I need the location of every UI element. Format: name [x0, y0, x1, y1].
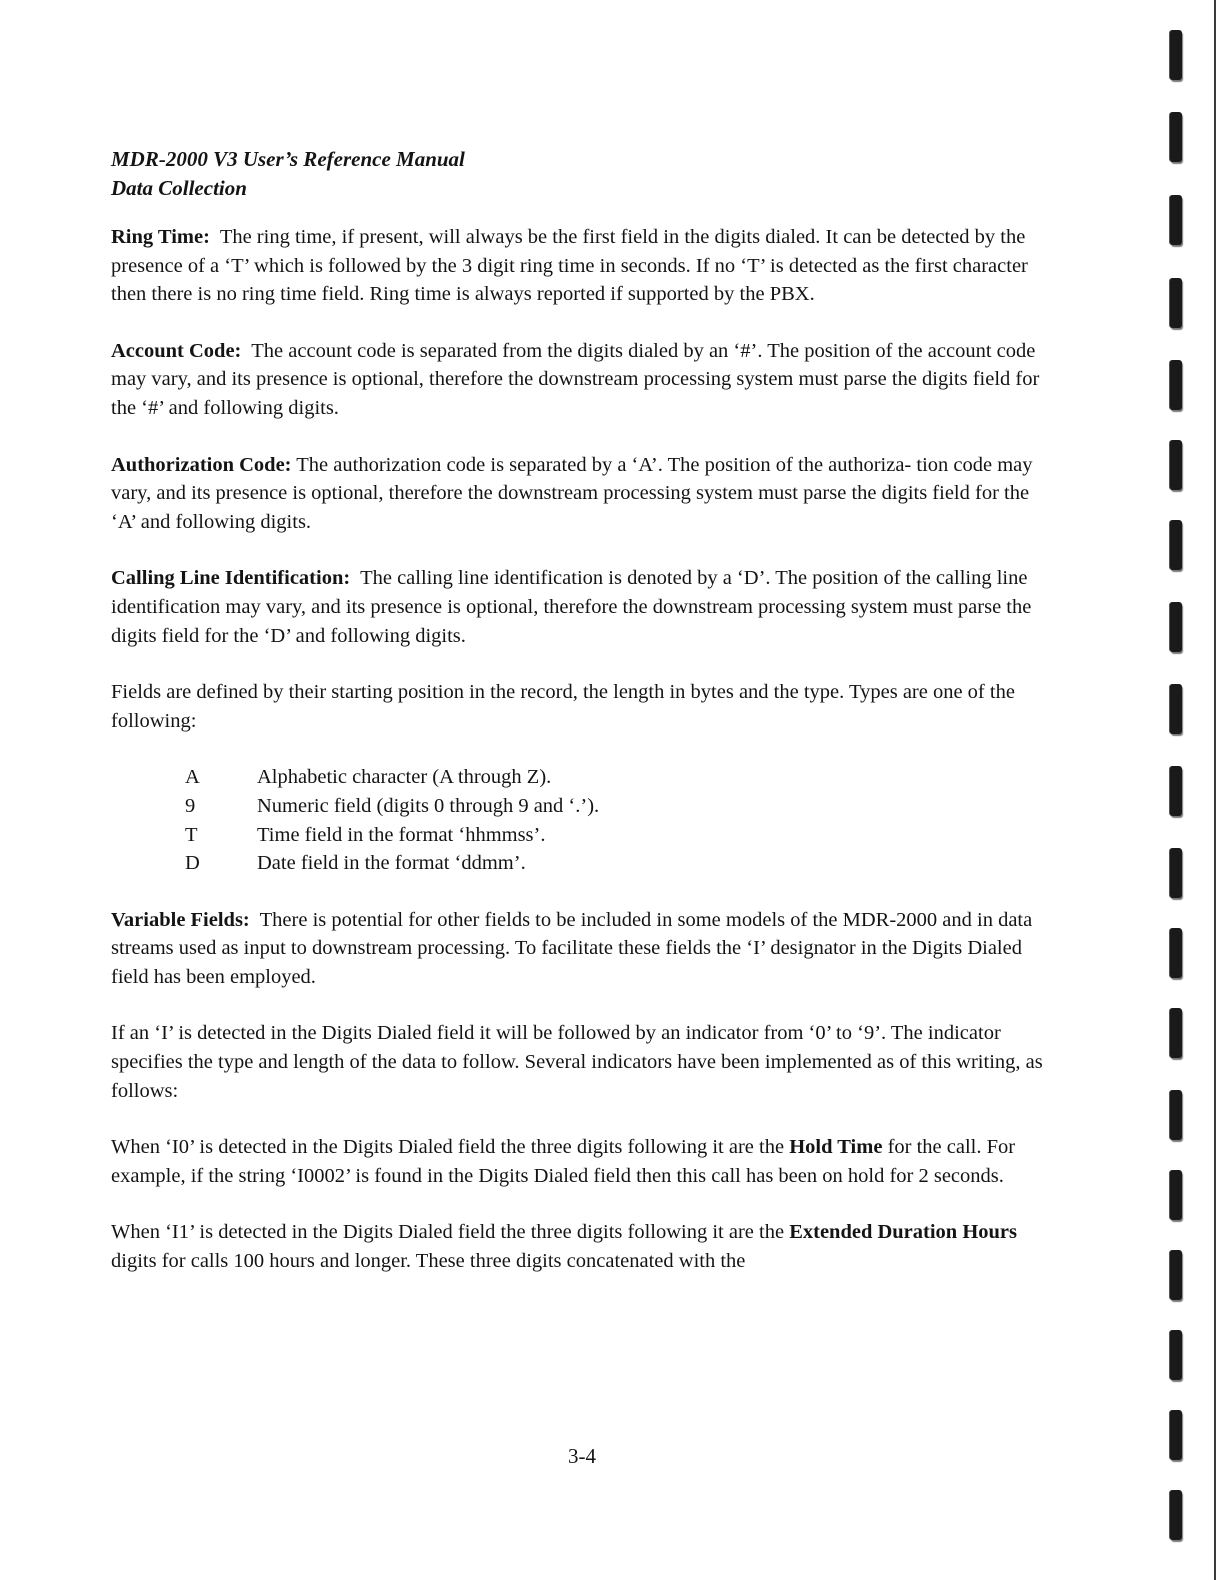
page-content [111, 145, 1056, 1304]
account-code-body: The account code is separated from the digits dialed by an ‘#’. The position of the account code may vary, and its presence is optional, therefore the downstream processing system must parse the digits field for the ‘#’ and following digits. [111, 339, 1040, 419]
page-edge-line [1214, 0, 1216, 1580]
hold-time-text-after: for the call. For example, if the string ‘I0002’ is found in the Digits Dialed field then this call has been on hold for 2 seconds. [111, 1136, 1016, 1187]
calling-line-body: The calling line identification is denoted by a ‘D’. The position of the calling line identification may vary, and its presence is optional, therefore the downstream processing system must parse the digits field for the ‘D’ and following digits. [111, 567, 1032, 647]
manual-title: MDR-2000 V3 User’s Reference Manual [111, 147, 465, 171]
binding-hole [1170, 684, 1182, 734]
ring-time-paragraph [111, 223, 1056, 309]
variable-fields-body: There is potential for other fields to be included in some models of the MDR-2000 and in data streams used as input to downstream processing. To facilitate these fields the ‘I’ designator in the Digits Dialed field has been employed. [111, 908, 1033, 988]
binding-hole [1170, 112, 1182, 162]
type-row [111, 821, 1056, 850]
binding-hole [1170, 928, 1182, 978]
type-code: T [185, 823, 198, 846]
binding-hole [1170, 195, 1182, 245]
account-code-term: Account Code: [111, 339, 242, 362]
type-description: Date field in the format ‘ddmm’. [257, 852, 526, 875]
binding-hole [1170, 766, 1182, 816]
binding-hole [1170, 1330, 1182, 1380]
hold-time-paragraph [111, 1133, 1056, 1190]
type-row [111, 763, 1056, 792]
fields-intro-paragraph: Fields are defined by their starting position in the record, the length in bytes and the type. Types are one of the following: [111, 681, 1015, 732]
calling-line-paragraph [111, 564, 1056, 650]
type-code: A [185, 766, 200, 789]
type-code: 9 [185, 794, 196, 817]
binding-hole [1170, 1170, 1182, 1220]
binding-hole [1170, 440, 1182, 490]
extended-duration-paragraph [111, 1218, 1056, 1275]
type-description: Time field in the format ‘hhmmss’. [257, 823, 546, 846]
binding-hole [1170, 602, 1182, 652]
binding-hole [1170, 278, 1182, 328]
binding-hole [1170, 1490, 1182, 1540]
extended-duration-text-before: When ‘I1’ is detected in the Digits Dialed field the three digits following it are the [111, 1221, 790, 1244]
variable-fields-term: Variable Fields: [111, 908, 250, 931]
type-description: Alphabetic character (A through Z). [257, 766, 552, 789]
binding-holes [1164, 0, 1190, 1580]
hold-time-text-before: When ‘I0’ is detected in the Digits Dialed field the three digits following it are the [111, 1136, 790, 1159]
running-header [111, 145, 1056, 203]
authorization-code-term: Authorization Code: [111, 453, 292, 476]
ring-time-term: Ring Time: [111, 226, 210, 248]
binding-hole [1170, 1090, 1182, 1140]
hold-time-term: Hold Time [789, 1136, 883, 1159]
variable-fields-paragraph [111, 906, 1056, 992]
binding-hole [1170, 1250, 1182, 1300]
calling-line-term: Calling Line Identification: [111, 567, 351, 590]
type-description: Numeric field (digits 0 through 9 and ‘.’). [257, 794, 600, 817]
type-row [111, 849, 1056, 878]
binding-hole [1170, 1410, 1182, 1460]
extended-duration-text-after: digits for calls 100 hours and longer. These three digits concatenated with the [111, 1250, 746, 1273]
binding-hole [1170, 520, 1182, 570]
section-title: Data Collection [111, 176, 247, 200]
authorization-code-body: The authorization code is separated by a ‘A’. The position of the authoriza- tion code may vary, and its presence is optional, therefore the downstream processing system must parse the digits field for the ‘A’ and following digits. [111, 453, 1033, 533]
page-number: 3-4 [568, 1444, 596, 1468]
type-list [111, 763, 1056, 877]
binding-hole [1170, 1008, 1182, 1058]
type-code: D [185, 852, 200, 875]
indicator-paragraph: If an ‘I’ is detected in the Digits Dialed field it will be followed by an indicator from ‘0’ to ‘9’. The indicator specifies the type and length of the data to follow. Several indicators have been implemented as of this writing, as follows: [111, 1022, 1043, 1102]
binding-hole [1170, 360, 1182, 410]
binding-hole [1170, 30, 1182, 80]
extended-duration-term: Extended Duration Hours [789, 1221, 1018, 1244]
type-row [111, 792, 1056, 821]
binding-hole [1170, 848, 1182, 898]
ring-time-body: The ring time, if present, will always be the first field in the digits dialed. It can be detected by the presence of a ‘T’ which is followed by the 3 digit ring time in seconds. If no ‘T’ is detected as the first character then there is no ring time field. Ring time is always reported if supported by the PBX. [111, 226, 1028, 306]
account-code-paragraph [111, 337, 1056, 423]
authorization-code-paragraph [111, 451, 1056, 537]
